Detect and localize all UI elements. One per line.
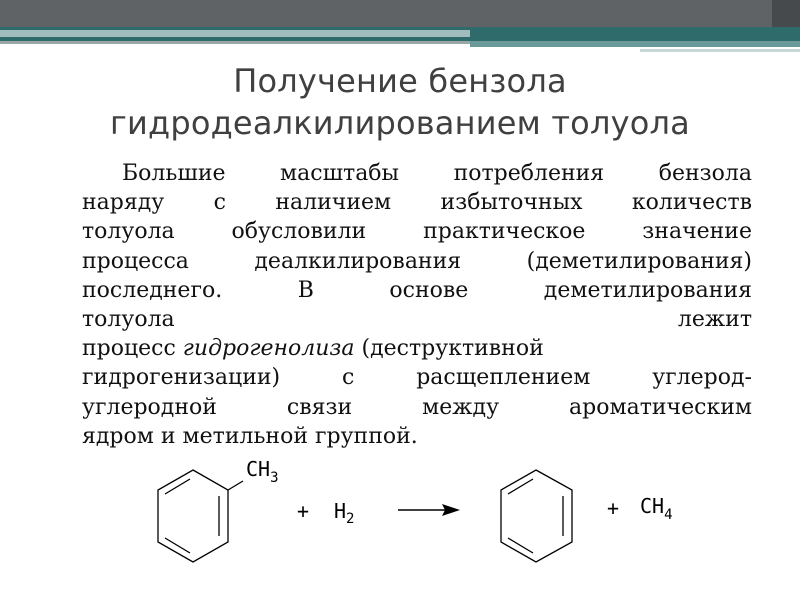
word: масштабы [280, 161, 400, 186]
word: потребления [453, 161, 605, 186]
body-line-3 [82, 217, 752, 246]
word: ароматическим [569, 394, 752, 420]
word: с [342, 365, 355, 391]
body-line-9 [82, 393, 752, 422]
plus-sign: + [297, 499, 310, 523]
word: лежит [677, 307, 752, 333]
methyl-label: $CH_3$ [246, 457, 279, 486]
word: Большие [122, 161, 226, 186]
plus-sign: + [607, 496, 620, 520]
slide-title-line-2: гидродеалкилированием толуола [109, 104, 690, 142]
word: толуола [82, 219, 175, 245]
body-line-7 [82, 334, 752, 363]
header-stripe-accent [470, 41, 800, 47]
hydrogen-label: $H_2$ [334, 499, 355, 527]
toluene-structure [158, 470, 243, 562]
word: углеродной [82, 394, 217, 420]
body-line-2 [82, 188, 752, 217]
reaction-scheme [0, 450, 800, 600]
body-line-1 [82, 159, 752, 188]
word: расщеплением [416, 365, 591, 391]
body-line-5 [82, 276, 752, 305]
emphasized-term: гидрогенолиза [182, 336, 355, 362]
header-stripe-thin [640, 49, 800, 52]
body-line-8 [82, 363, 752, 392]
header-stripe-grey [0, 41, 470, 44]
slide-body [82, 159, 752, 451]
header-stripe-highlight [0, 30, 470, 37]
word: наряду [82, 190, 165, 216]
word: деалкилирования [254, 248, 462, 274]
reaction-svg [0, 450, 800, 600]
word: деметилирования [543, 277, 752, 303]
word: углерод- [652, 365, 752, 391]
word: толуола [82, 307, 175, 333]
word: гидрогенизации) [82, 365, 281, 391]
word: связи [286, 394, 353, 420]
methane-label: $CH_4$ [640, 494, 673, 523]
slide-title-line-1: Получение бензола [233, 62, 567, 100]
word: обусловили [231, 219, 367, 245]
body-line-10: ядром и метильной группой. [82, 423, 418, 449]
text-run: (деструктивной [354, 336, 544, 362]
word: практическое [423, 219, 586, 245]
word: основе [389, 277, 469, 303]
word: последнего. [82, 277, 223, 303]
word: бензола [658, 161, 752, 186]
text-run: процесс [82, 336, 183, 362]
reaction-arrow-icon [398, 504, 460, 516]
word: избыточных [440, 190, 583, 216]
word: с [213, 190, 226, 216]
body-line-4 [82, 247, 752, 276]
word: между [422, 394, 500, 420]
top-bar [0, 0, 800, 27]
top-bar-corner [772, 0, 800, 27]
word: (деметилирования) [526, 248, 752, 274]
word: количеств [631, 190, 752, 216]
slide-title [0, 60, 800, 144]
word: В [297, 277, 314, 303]
word: процесса [82, 248, 189, 274]
word: значение [642, 219, 752, 245]
benzene-structure [501, 470, 572, 562]
word: наличием [275, 190, 392, 216]
body-line-6 [82, 305, 752, 334]
